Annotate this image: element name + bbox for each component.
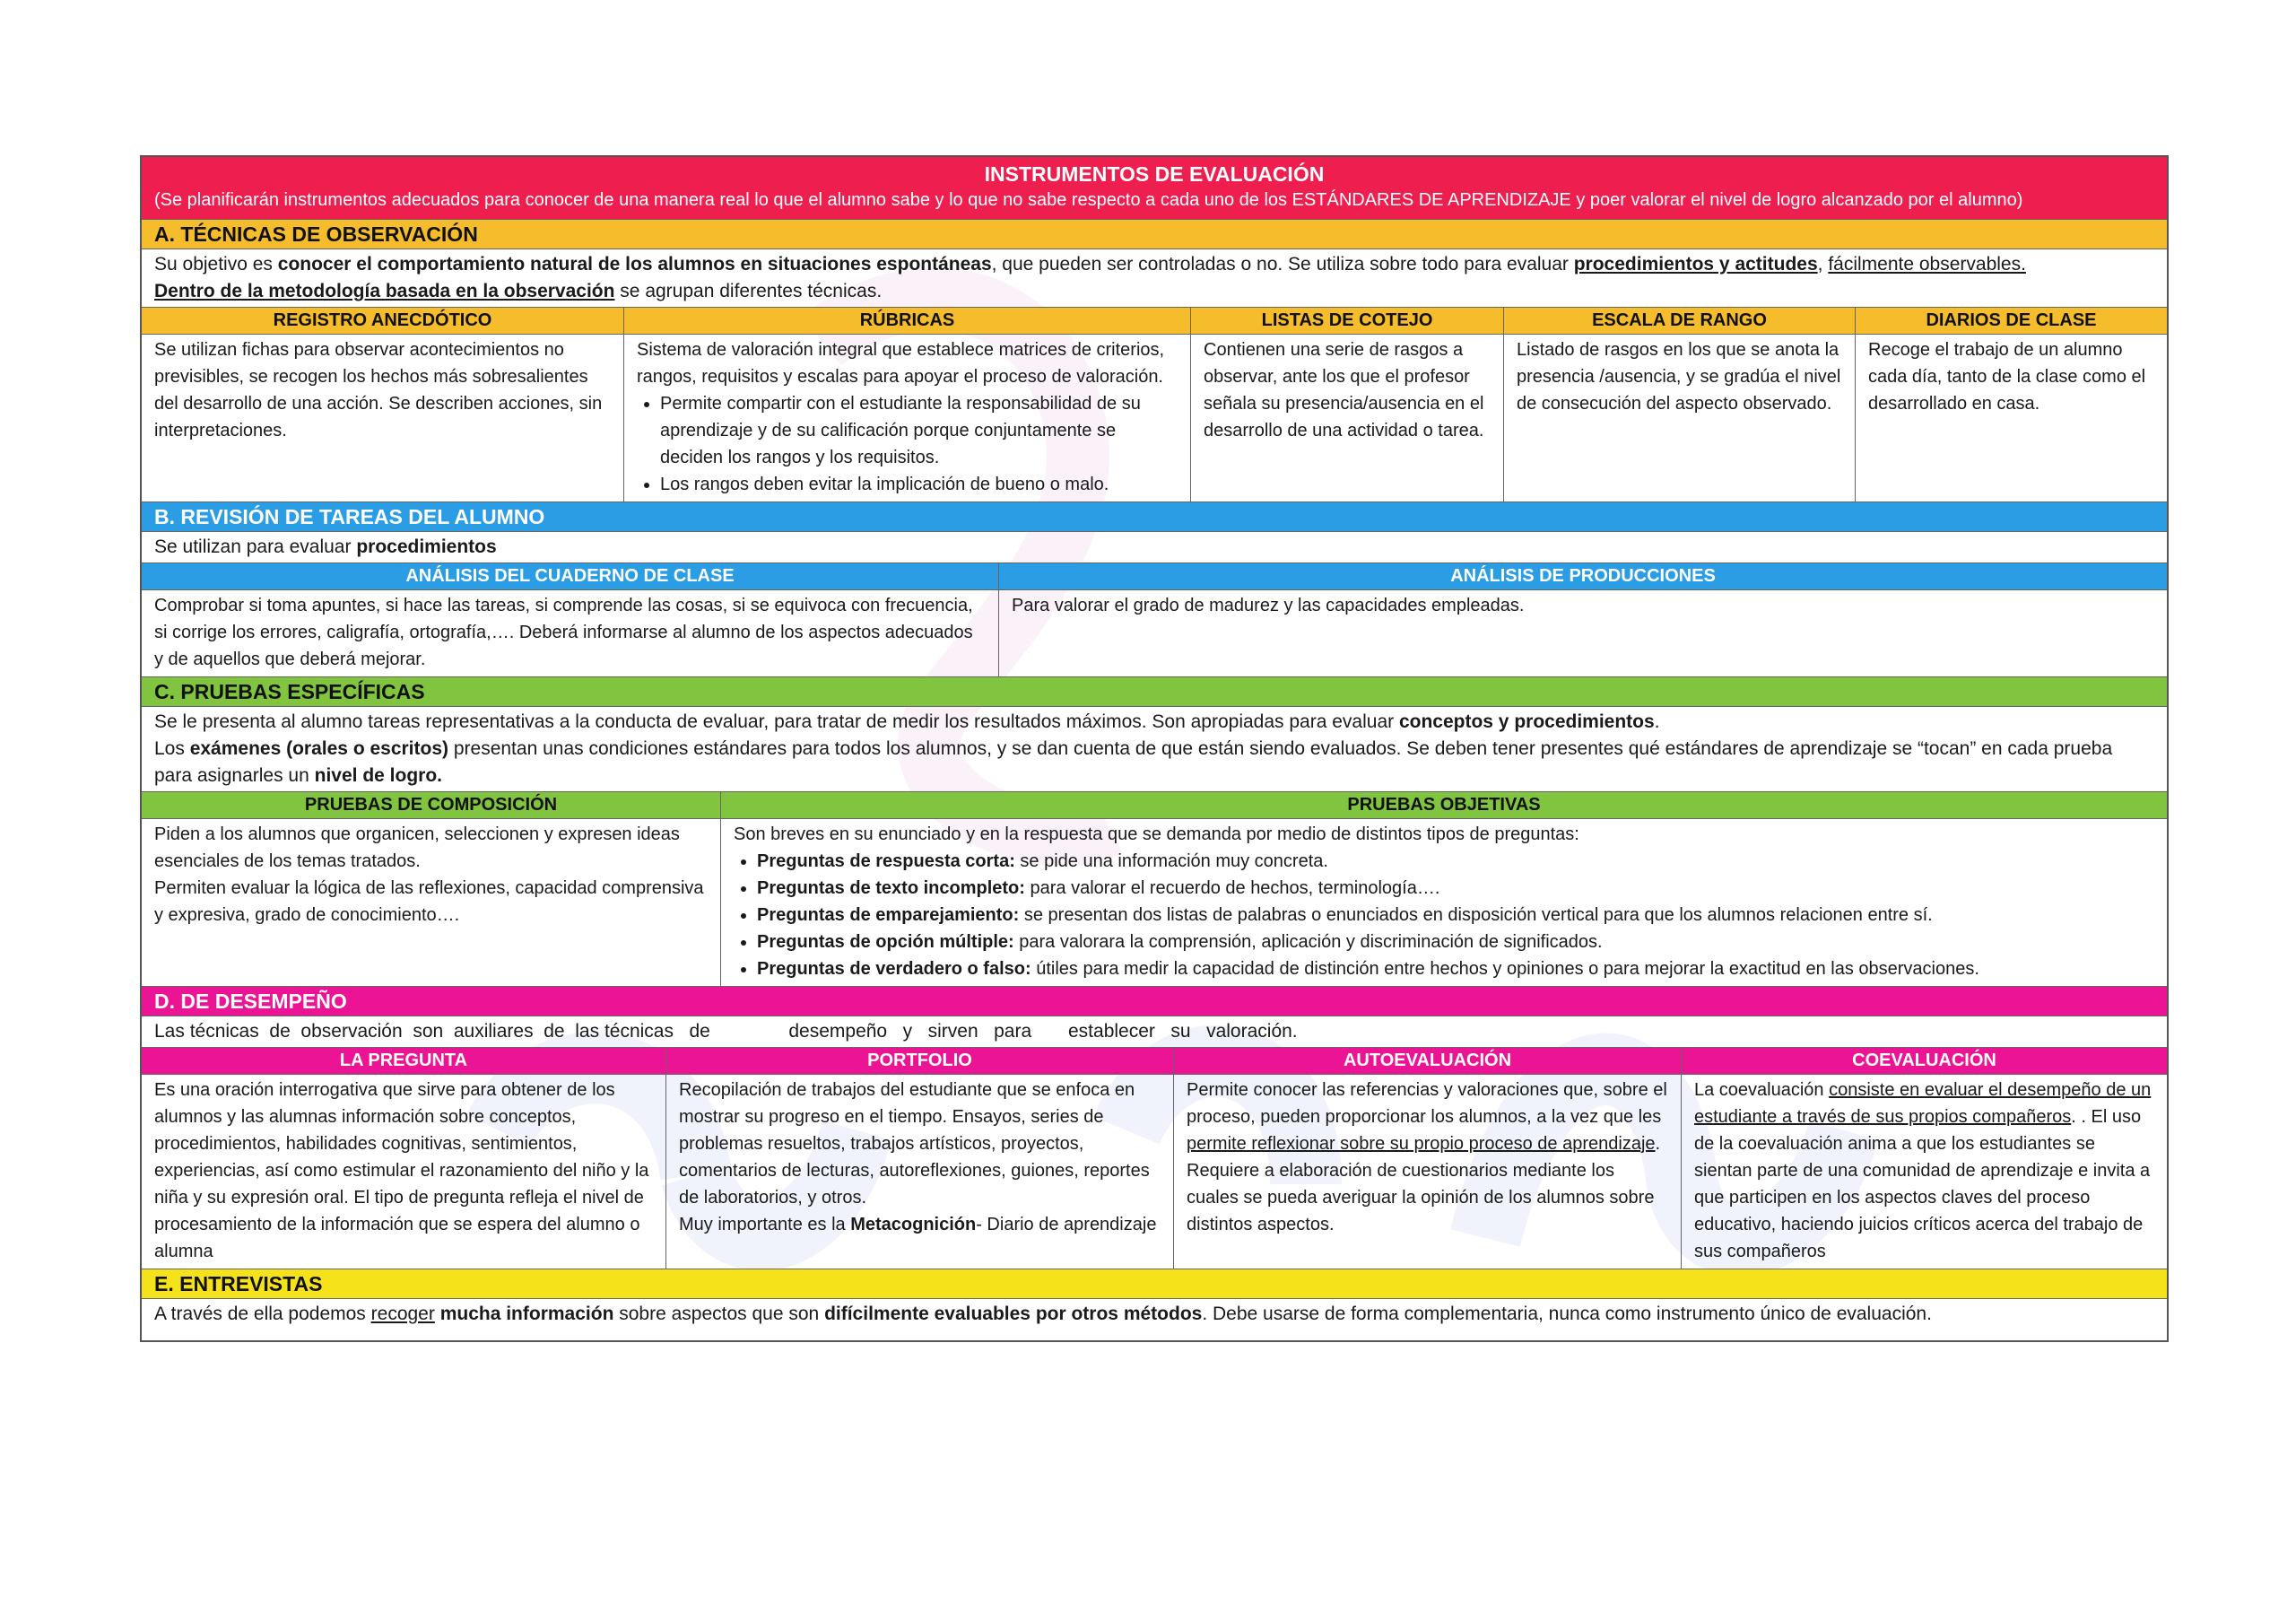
- composicion-text-2: Permiten evaluar la lógica de las reflexiones, capacidad comprensiva y expresiva, grado de conocimiento….: [154, 878, 704, 925]
- bold-run: Preguntas de texto incompleto:: [757, 878, 1025, 898]
- section-b-heading: B. REVISIÓN DE TAREAS DEL ALUMNO: [142, 501, 2167, 531]
- underlined-run: recoger: [370, 1304, 435, 1324]
- text-run: se presentan dos listas de palabras o enunciados en disposición vertical para que los alumnos relacionen entre sí.: [1019, 905, 1933, 925]
- text-run: ,: [1817, 254, 1829, 275]
- list-item: • Permite compartir con el estudiante la responsabilidad de su aprendizaje y de su calificación porque conjuntamente se deciden los rangos y los requisitos.: [660, 390, 1178, 471]
- portfolio-extra: [679, 1211, 1161, 1238]
- bold-underlined-run: Dentro de la metodología basada en la observación: [154, 281, 615, 301]
- list-item: • Los rangos deben evitar la implicación de bueno o malo.: [660, 471, 1178, 498]
- text-run: se agrupan diferentes técnicas.: [614, 281, 883, 301]
- col-header-rubricas: RÚBRICAS: [623, 308, 1190, 334]
- cell-portfolio: [665, 1075, 1173, 1269]
- text-run: .: [1654, 711, 1660, 732]
- underlined-run: fácilmente observables.: [1828, 254, 2026, 275]
- col-header-composicion: PRUEBAS DE COMPOSICIÓN: [304, 795, 558, 815]
- underlined-run: permite reflexionar sobre su propio proceso de aprendizaje: [1187, 1134, 1656, 1154]
- col-header-cuaderno: ANÁLISIS DEL CUADERNO DE CLASE: [405, 566, 735, 586]
- col-header-autoevaluacion: AUTOEVALUACIÓN: [1173, 1048, 1681, 1074]
- bold-run: Preguntas de verdadero o falso:: [757, 959, 1031, 979]
- rubricas-bullets: [637, 390, 1178, 498]
- text-run: - Diario de aprendizaje: [976, 1215, 1157, 1234]
- list-item: [757, 902, 2154, 929]
- bold-run: difícilmente evaluables por otros métodos: [824, 1304, 1203, 1324]
- bold-run: procedimientos: [356, 536, 497, 557]
- bold-run: nivel de logro.: [314, 765, 442, 786]
- bold-run: exámenes (orales o escritos): [189, 738, 449, 759]
- cell-coevaluacion: [1681, 1075, 2167, 1269]
- bold-run: Preguntas de opción múltiple:: [757, 932, 1014, 952]
- cell-cuaderno: Comprobar si toma apuntes, si hace las tareas, si comprende las cosas, si se equivoca con frecuencia, si corrige los errores, caligrafía, ortografía,…. Deberá informarse al alumno de los aspectos adecuados y de aquellos que deberá mejorar.: [154, 596, 973, 669]
- bold-run: Preguntas de emparejamiento:: [757, 905, 1020, 925]
- text-run: Los: [154, 738, 190, 759]
- text-run: para valorara la comprensión, aplicación y discriminación de significados.: [1013, 932, 1603, 952]
- text-run: . Debe usarse de forma complementaria, nunca como instrumento único de evaluación.: [1202, 1304, 1932, 1324]
- col-header-diarios: DIARIOS DE CLASE: [1855, 308, 2167, 334]
- section-b-column-headers: [142, 562, 2167, 589]
- list-item: [757, 929, 2154, 955]
- col-header-escala: ESCALA DE RANGO: [1503, 308, 1855, 334]
- section-d-cells: [142, 1074, 2167, 1269]
- section-e-text: [142, 1298, 2167, 1340]
- bold-run: Preguntas de respuesta corta:: [757, 851, 1015, 871]
- text-run: , que pueden ser controladas o no. Se utiliza sobre todo para evaluar: [991, 254, 1574, 275]
- cell-diarios: Recoge el trabajo de un alumno cada día, tanto de la clase como el desarrollado en casa.: [1855, 335, 2167, 501]
- text-run: Permite conocer las referencias y valoraciones que, sobre el proceso, pueden proporcionar los alumnos, a la vez que les: [1187, 1080, 1667, 1127]
- objetivas-list: [734, 848, 2154, 982]
- section-d-heading: D. DE DESEMPEÑO: [142, 986, 2167, 1016]
- section-c-heading: C. PRUEBAS ESPECÍFICAS: [142, 676, 2167, 706]
- text-run: Se le presenta al alumno tareas representativas a la conducta de evaluar, para tratar de medir los resultados máximos. Son apropiadas para evaluar: [154, 711, 1399, 732]
- text-run: sobre aspectos que son: [613, 1304, 825, 1324]
- cell-escala: Listado de rasgos en los que se anota la presencia /ausencia, y se gradúa el nivel de consecución del aspecto observado.: [1503, 335, 1855, 501]
- list-item: [757, 875, 2154, 902]
- text-run: Se utilizan para evaluar: [154, 536, 357, 557]
- bold-run: conocer el comportamiento natural de los alumnos en situaciones espontáneas: [277, 254, 992, 275]
- col-header-registro: REGISTRO ANECDÓTICO: [273, 310, 492, 330]
- col-header-objetivas: PRUEBAS OBJETIVAS: [720, 792, 2167, 818]
- text-run: La coevaluación: [1694, 1080, 1830, 1100]
- col-header-pregunta: LA PREGUNTA: [339, 1051, 468, 1070]
- text-run: . Requiere a elaboración de cuestionarios mediante los cuales se pueda averiguar la opinión de los alumnos sobre distintos aspectos.: [1187, 1134, 1661, 1234]
- composicion-text-1: Piden a los alumnos que organicen, seleccionen y expresen ideas esenciales de los temas tratados.: [154, 824, 680, 871]
- bold-run: Metacognición: [850, 1215, 977, 1234]
- section-c-cells: [142, 818, 2167, 986]
- bold-underlined-run: procedimientos y actitudes: [1573, 254, 1818, 275]
- cell-rubricas: [623, 335, 1190, 501]
- cell-composicion: [142, 819, 720, 986]
- cell-autoevaluacion: [1173, 1075, 1681, 1269]
- portfolio-text: Recopilación de trabajos del estudiante que se enfoca en mostrar su progreso en el tiempo. Ensayos, series de problemas resueltos, trabajos artísticos, proyectos, comentarios de lecturas, autoreflexiones, guiones, reportes de laboratorios, y otros.: [679, 1080, 1150, 1208]
- cell-listas: Contienen una serie de rasgos a observar, ante los que el profesor señala su presencia/ausencia en el desarrollo de una actividad o tarea.: [1190, 335, 1503, 501]
- text-run: A través de ella podemos: [154, 1304, 371, 1324]
- section-c-column-headers: [142, 791, 2167, 818]
- text-run: para valorar el recuerdo de hechos, terminología….: [1024, 878, 1440, 898]
- section-a-intro: [142, 249, 2167, 307]
- cell-producciones: Para valorar el grado de madurez y las capacidades empleadas.: [998, 590, 2167, 676]
- evaluation-instruments-document: [140, 155, 2169, 1342]
- list-item: [757, 955, 2154, 982]
- document-title: INSTRUMENTOS DE EVALUACIÓN: [984, 162, 1325, 186]
- bold-run: mucha información: [439, 1304, 614, 1324]
- document-subtitle: (Se planificarán instrumentos adecuados para conocer de una manera real lo que el alumno sabe y lo que no sabe respecto a cada uno de los ESTÁNDARES DE APRENDIZAJE y poer valorar el nivel de logro alcanzado por el alumno): [154, 190, 2023, 210]
- section-a-heading: A. TÉCNICAS DE OBSERVACIÓN: [142, 219, 2167, 249]
- section-c-intro: [142, 706, 2167, 791]
- document-header: [142, 157, 2167, 219]
- cell-registro: Se utilizan fichas para observar acontecimientos no previsibles, se recogen los hechos más sobresalientes del desarrollo de una acción. Se describen acciones, sin interpretaciones.: [154, 340, 603, 440]
- text-run: Muy importante es la: [679, 1215, 851, 1234]
- cell-objetivas: [720, 819, 2167, 986]
- section-b-intro: [142, 531, 2167, 562]
- section-e-heading: E. ENTREVISTAS: [142, 1269, 2167, 1298]
- underlined-run: consiste en evaluar el desempeño de un estudiante a través de sus propios compañeros: [1694, 1080, 2152, 1127]
- col-header-portfolio: PORTFOLIO: [665, 1048, 1173, 1074]
- section-b-cells: [142, 589, 2167, 676]
- bold-run: conceptos y procedimientos: [1398, 711, 1655, 732]
- list-item: [757, 848, 2154, 875]
- section-a-cells: [142, 334, 2167, 501]
- text-run: Su objetivo es: [154, 254, 278, 275]
- text-run: presentan unas condiciones estándares para todos los alumnos, y se dan cuenta de que están siendo evaluados. Se deben tener presentes qué estándares de aprendizaje se “tocan” en cada prueba para asignarles un: [154, 738, 2113, 786]
- section-a-column-headers: [142, 307, 2167, 334]
- col-header-coevaluacion: COEVALUACIÓN: [1681, 1048, 2167, 1074]
- col-header-producciones: ANÁLISIS DE PRODUCCIONES: [998, 563, 2167, 589]
- text-run: útiles para medir la capacidad de distinción entre hechos y opiniones o para mejorar la exactitud en las observaciones.: [1031, 959, 1979, 979]
- text-run: . . El uso de la coevaluación anima a que los estudiantes se sientan parte de una comunidad de aprendizaje e invita a que participen en los aspectos claves del proceso educativo, haciendo juicios críticos acerca del trabajo de sus compañeros: [1694, 1107, 2151, 1261]
- col-header-listas: LISTAS DE COTEJO: [1190, 308, 1503, 334]
- objetivas-intro: Son breves en su enunciado y en la respuesta que se demanda por medio de distintos tipos de preguntas:: [734, 824, 1579, 844]
- rubricas-text: Sistema de valoración integral que establece matrices de criterios, rangos, requisitos y escalas para apoyar el proceso de valoración.: [637, 340, 1165, 387]
- text-run: se pide una información muy concreta.: [1014, 851, 1328, 871]
- section-d-intro: Las técnicas de observación son auxiliares de las técnicas de desempeño y sirven para establecer su valoración.: [142, 1016, 2167, 1047]
- cell-pregunta: Es una oración interrogativa que sirve para obtener de los alumnos y las alumnas información sobre conceptos, procedimientos, habilidades cognitivas, sentimientos, experiencias, así como estimular el razonamiento del niño y la niña y su expresión oral. El tipo de pregunta refleja el nivel de procesamiento de la información que se espera del alumno o alumna: [154, 1080, 649, 1261]
- section-d-column-headers: [142, 1047, 2167, 1074]
